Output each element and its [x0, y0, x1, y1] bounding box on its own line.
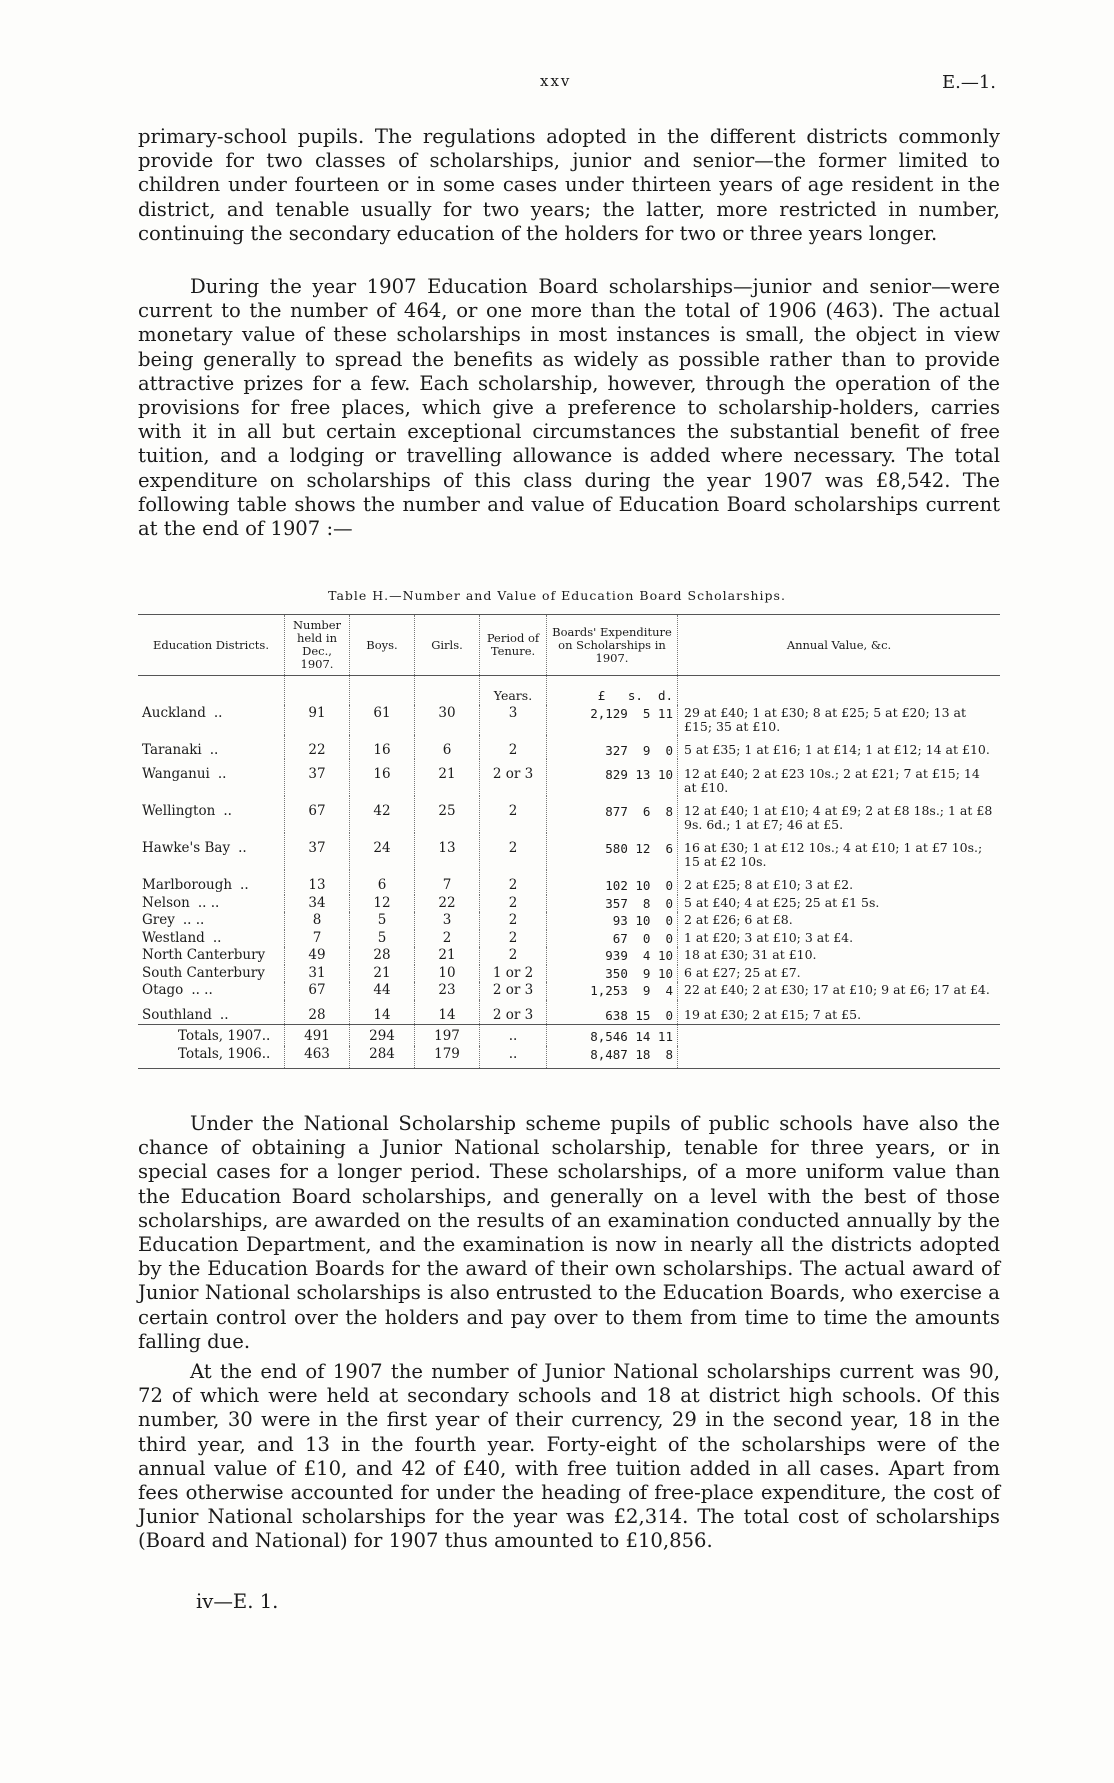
- expenditure-cell: 350 9 10: [547, 965, 678, 983]
- girls-cell: 6: [415, 735, 480, 760]
- period-cell: 2: [480, 833, 547, 870]
- paragraph-3: Under the National Scholarship scheme pupils of public schools have also the chance of obtaining a Junior National scholarship, tenable for three years, or in special cases for a longer period. These scholarships, of a more uniform value than the Education Board scholarships, and generally on a level with the best of those scholarships, are awarded on the results of an examination conducted annually by the Education Department, and the examination is now in nearly all the districts adopted by the Education Boards for the award of their own scholarships. The actual award of Junior National scholarships is also entrusted to the Education Boards, who exercise a certain control over the holders and pay over to them from time to time the amounts falling due.: [138, 1112, 1000, 1353]
- number-cell: 8: [285, 912, 350, 930]
- girls-cell: 21: [415, 759, 480, 796]
- annual-value-cell: 22 at £40; 2 at £30; 17 at £10; 9 at £6; 17 at £4.: [678, 982, 1001, 1000]
- annual-value-cell: 6 at £27; 25 at £7.: [678, 965, 1001, 983]
- district-cell: [138, 930, 285, 948]
- page-header: [0, 72, 1114, 96]
- girls-cell: 30: [415, 705, 480, 735]
- district-name: Taranaki: [142, 741, 202, 758]
- district-name: Wanganui: [142, 766, 210, 782]
- district-name: Grey: [142, 912, 175, 928]
- district-cell: [138, 1000, 285, 1025]
- table-body: [138, 676, 1000, 1069]
- footer-signature: iv—E. 1.: [196, 1590, 279, 1613]
- district-cell: [138, 895, 285, 913]
- period-cell: 2 or 3: [480, 982, 547, 1000]
- expenditure-cell: 1,253 9 4: [547, 982, 678, 1000]
- number-cell: 67: [285, 796, 350, 833]
- totals-empty: [678, 1046, 1001, 1069]
- header-annual-value: Annual Value, &c.: [678, 615, 1001, 676]
- leader-dots: .. ..: [191, 982, 213, 998]
- table-header-row: [138, 615, 1000, 676]
- boys-cell: 61: [350, 705, 415, 735]
- leader-dots: .. ..: [182, 912, 205, 928]
- table-caption: Table H.—Number and Value of Education Board Scholarships.: [328, 588, 786, 603]
- girls-cell: 23: [415, 982, 480, 1000]
- period-cell: 2: [480, 930, 547, 948]
- units-empty: [350, 676, 415, 705]
- number-cell: 7: [285, 930, 350, 948]
- header-girls: Girls.: [415, 615, 480, 676]
- leader-dots: ..: [212, 929, 222, 946]
- totals-row: [138, 1025, 1000, 1046]
- district-name: North Canterbury: [142, 947, 266, 963]
- annual-value-cell: 2 at £26; 6 at £8.: [678, 912, 1001, 930]
- district-cell: [138, 705, 285, 735]
- annual-value-cell: 16 at £30; 1 at £12 10s.; 4 at £10; 1 at £7 10s.; 15 at £2 10s.: [678, 833, 1001, 870]
- district-name: Otago: [142, 982, 184, 998]
- header-expenditure: Boards' Expenditure on Scholarships in 1907.: [547, 615, 678, 676]
- annual-value-cell: 29 at £40; 1 at £30; 8 at £25; 5 at £20; 13 at £15; 35 at £10.: [678, 705, 1001, 735]
- district-name: Southland: [142, 1006, 212, 1023]
- boys-cell: 28: [350, 947, 415, 965]
- units-empty: [138, 676, 285, 705]
- boys-cell: 44: [350, 982, 415, 1000]
- table-row: [138, 947, 1000, 965]
- district-name: Nelson: [142, 894, 190, 911]
- district-cell: [138, 982, 285, 1000]
- expenditure-cell: 939 4 10: [547, 947, 678, 965]
- leader-dots: ..: [240, 877, 249, 893]
- district-cell: [138, 759, 285, 796]
- district-cell: [138, 947, 285, 965]
- number-cell: 22: [285, 735, 350, 760]
- annual-value-cell: 1 at £20; 3 at £10; 3 at £4.: [678, 930, 1001, 948]
- units-empty: [415, 676, 480, 705]
- table-row: [138, 912, 1000, 930]
- totals-period: ..: [480, 1046, 547, 1069]
- girls-cell: 14: [415, 1000, 480, 1025]
- district-name: Hawke's Bay: [142, 840, 231, 856]
- expenditure-cell: 327 9 0: [547, 735, 678, 760]
- period-cell: 2: [480, 947, 547, 965]
- expenditure-cell: 67 0 0: [547, 930, 678, 948]
- district-name: Auckland: [142, 704, 206, 721]
- totals-expenditure: 8,487 18 8: [547, 1046, 678, 1069]
- expenditure-cell: 877 6 8: [547, 796, 678, 833]
- girls-cell: 21: [415, 947, 480, 965]
- totals-boys: 284: [350, 1046, 415, 1069]
- boys-cell: 42: [350, 796, 415, 833]
- paragraph-2: During the year 1907 Education Board scholarships—junior and senior—were current to the number of 464, or one more than the total of 1906 (463). The actual monetary value of these scholarships in most instances is small, the object in view being generally to spread the benefits as widely as possible rather than to provide attractive prizes for a few. Each scholarship, however, through the operation of the provisions for free places, which give a preference to scholarship-holders, carries with it in all but certain exceptional circumstances the substantial benefit of free tuition, and a lodging or travelling allowance is added where necessary. The total expenditure on scholarships of this class during the year 1907 was £8,542. The following table shows the number and value of Education Board scholarships current at the end of 1907 :—: [138, 275, 1000, 541]
- number-cell: 28: [285, 1000, 350, 1025]
- girls-cell: 13: [415, 833, 480, 870]
- girls-cell: 3: [415, 912, 480, 930]
- units-empty: [678, 676, 1001, 705]
- period-cell: 2: [480, 796, 547, 833]
- boys-cell: 6: [350, 870, 415, 895]
- table-row: [138, 833, 1000, 870]
- header-boys: Boys.: [350, 615, 415, 676]
- number-cell: 37: [285, 833, 350, 870]
- annual-value-cell: 5 at £35; 1 at £16; 1 at £14; 1 at £12; 14 at £10.: [678, 735, 1001, 760]
- paragraph-1: primary-school pupils. The regulations adopted in the different districts commonly provide for two classes of scholarships, junior and senior—the former limited to children under fourteen or in some cases under thirteen years of age resident in the district, and tenable usually for two years; the latter, more restricted in number, continuing the secondary education of the holders for two or three years longer.: [138, 125, 1000, 245]
- number-cell: 91: [285, 705, 350, 735]
- table-row: [138, 982, 1000, 1000]
- boys-cell: 5: [350, 930, 415, 948]
- girls-cell: 22: [415, 895, 480, 913]
- period-cell: 3: [480, 705, 547, 735]
- period-cell: 2: [480, 735, 547, 760]
- district-name: Westland: [142, 929, 205, 946]
- totals-girls: 179: [415, 1046, 480, 1069]
- units-empty: [285, 676, 350, 705]
- district-name: Marlborough: [142, 877, 233, 893]
- district-cell: [138, 912, 285, 930]
- annual-value-cell: 18 at £30; 31 at £10.: [678, 947, 1001, 965]
- period-cell: 2 or 3: [480, 759, 547, 796]
- period-cell: 2: [480, 895, 547, 913]
- scholarships-table: [138, 614, 1000, 1069]
- number-cell: 31: [285, 965, 350, 983]
- boys-cell: 12: [350, 895, 415, 913]
- number-cell: 34: [285, 895, 350, 913]
- totals-row: [138, 1046, 1000, 1069]
- table-row: [138, 1000, 1000, 1025]
- header-number: Number held in Dec., 1907.: [285, 615, 350, 676]
- expenditure-cell: 638 15 0: [547, 1000, 678, 1025]
- totals-number: 463: [285, 1046, 350, 1069]
- table-row: [138, 735, 1000, 760]
- totals-period: ..: [480, 1025, 547, 1046]
- table-row: [138, 870, 1000, 895]
- header-district: Education Districts.: [138, 615, 285, 676]
- number-cell: 67: [285, 982, 350, 1000]
- district-cell: [138, 796, 285, 833]
- number-cell: 49: [285, 947, 350, 965]
- expenditure-cell: 93 10 0: [547, 912, 678, 930]
- girls-cell: 7: [415, 870, 480, 895]
- totals-girls: 197: [415, 1025, 480, 1046]
- boys-cell: 21: [350, 965, 415, 983]
- period-cell: 2: [480, 870, 547, 895]
- girls-cell: 10: [415, 965, 480, 983]
- period-cell: 1 or 2: [480, 965, 547, 983]
- page-number: xxv: [540, 72, 572, 90]
- table-row: [138, 895, 1000, 913]
- table-row: [138, 965, 1000, 983]
- leader-dots: ..: [209, 741, 219, 758]
- annual-value-cell: 19 at £30; 2 at £15; 7 at £5.: [678, 1000, 1001, 1025]
- boys-cell: 24: [350, 833, 415, 870]
- district-cell: [138, 735, 285, 760]
- expenditure-cell: 357 8 0: [547, 895, 678, 913]
- district-cell: [138, 870, 285, 895]
- number-cell: 37: [285, 759, 350, 796]
- table-row: [138, 796, 1000, 833]
- units-row: [138, 676, 1000, 705]
- annual-value-cell: 12 at £40; 1 at £10; 4 at £9; 2 at £8 18s.; 1 at £8 9s. 6d.; 1 at £7; 46 at £5.: [678, 796, 1001, 833]
- district-name: Wellington: [142, 803, 216, 819]
- boys-cell: 5: [350, 912, 415, 930]
- table-row: [138, 705, 1000, 735]
- leader-dots: ..: [223, 803, 232, 819]
- annual-value-cell: 12 at £40; 2 at £23 10s.; 2 at £21; 7 at £15; 14 at £10.: [678, 759, 1001, 796]
- totals-boys: 294: [350, 1025, 415, 1046]
- district-cell: [138, 833, 285, 870]
- leader-dots: ..: [219, 1006, 229, 1023]
- leader-dots: ..: [217, 766, 227, 782]
- totals-label: Totals, 1906..: [138, 1046, 285, 1069]
- annual-value-cell: 2 at £25; 8 at £10; 3 at £2.: [678, 870, 1001, 895]
- boys-cell: 14: [350, 1000, 415, 1025]
- expenditure-cell: 102 10 0: [547, 870, 678, 895]
- period-cell: 2 or 3: [480, 1000, 547, 1025]
- expenditure-cell: 2,129 5 11: [547, 705, 678, 735]
- totals-label: Totals, 1907..: [138, 1025, 285, 1046]
- girls-cell: 2: [415, 930, 480, 948]
- boys-cell: 16: [350, 735, 415, 760]
- district-name: South Canterbury: [142, 964, 265, 981]
- expenditure-cell: 580 12 6: [547, 833, 678, 870]
- totals-number: 491: [285, 1025, 350, 1046]
- paragraph-4: At the end of 1907 the number of Junior National scholarships current was 90, 72 of which were held at secondary schools and 18 at district high schools. Of this number, 30 were in the first year of their currency, 29 in the second year, 18 in the third year, and 13 in the fourth year. Forty-eight of the scholarships were of the annual value of £10, and 42 of £40, with free tuition added in all cases. Apart from fees otherwise accounted for under the heading of free-place expenditure, the cost of Junior National scholarships for the year was £2,314. The total cost of scholarships (Board and National) for 1907 thus amounted to £10,856.: [138, 1360, 1000, 1553]
- totals-expenditure: 8,546 14 11: [547, 1025, 678, 1046]
- district-cell: [138, 965, 285, 983]
- totals-empty: [678, 1025, 1001, 1046]
- leader-dots: ..: [238, 840, 247, 856]
- document-code: E.—1.: [941, 72, 996, 93]
- leader-dots: ..: [213, 704, 223, 721]
- header-period: Period of Tenure.: [480, 615, 547, 676]
- boys-cell: 16: [350, 759, 415, 796]
- expenditure-cell: 829 13 10: [547, 759, 678, 796]
- period-cell: 2: [480, 912, 547, 930]
- table-row: [138, 759, 1000, 796]
- girls-cell: 25: [415, 796, 480, 833]
- units-lsd: £ s. d.: [547, 676, 678, 705]
- units-period: Years.: [480, 676, 547, 705]
- leader-dots: .. ..: [197, 894, 220, 911]
- number-cell: 13: [285, 870, 350, 895]
- table-row: [138, 930, 1000, 948]
- annual-value-cell: 5 at £40; 4 at £25; 25 at £1 5s.: [678, 895, 1001, 913]
